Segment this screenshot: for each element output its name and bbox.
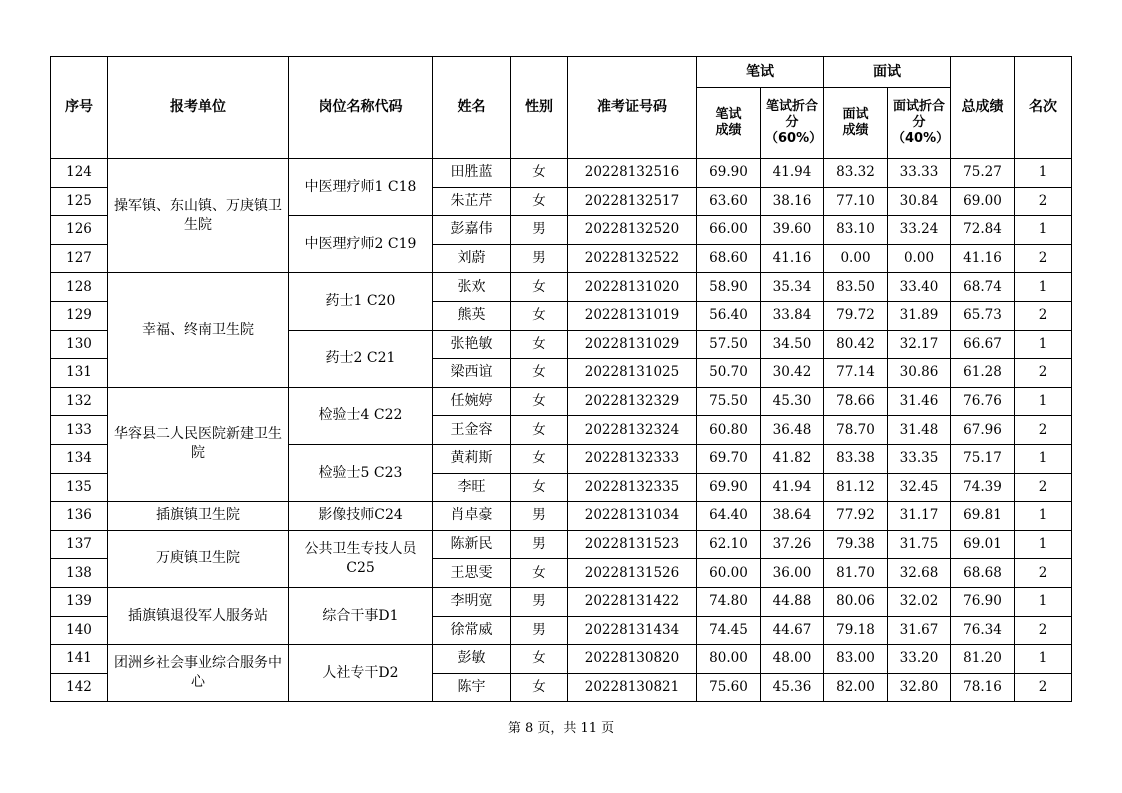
candidate-name: 张欢 [433,273,511,302]
interview-weighted: 32.17 [888,330,951,359]
table-body [51,159,1072,702]
position-text: 中医理疗师1 C18 [304,178,417,195]
rank: 2 [1015,187,1072,216]
candidate-name: 黄莉斯 [433,444,511,473]
candidate-name: 彭敏 [433,645,511,674]
candidate-gender: 女 [511,273,568,302]
total-score: 66.67 [951,330,1015,359]
row-seq: 135 [51,473,108,502]
exam-number: 20228132324 [568,416,697,445]
rank: 2 [1015,559,1072,588]
written-score: 56.40 [697,301,761,330]
written-score: 69.90 [697,159,761,188]
candidate-gender: 女 [511,359,568,388]
exam-number: 20228132522 [568,244,697,273]
table-row [51,159,1072,188]
exam-number: 20228132516 [568,159,697,188]
exam-number: 20228131020 [568,273,697,302]
header-interview-group: 面试 [824,57,951,88]
unit-text: 操军镇、东山镇、万庚镇卫生院 [114,197,282,233]
rank: 2 [1015,673,1072,702]
candidate-name: 朱芷芹 [433,187,511,216]
rank: 1 [1015,502,1072,531]
written-score: 62.10 [697,530,761,559]
interview-score: 78.70 [824,416,888,445]
position-text: 药士1 C20 [325,292,396,309]
exam-number: 20228132329 [568,387,697,416]
row-seq: 124 [51,159,108,188]
table-row [51,530,1072,559]
candidate-gender: 女 [511,645,568,674]
exam-number: 20228131434 [568,616,697,645]
rank: 1 [1015,587,1072,616]
interview-weighted: 31.48 [888,416,951,445]
interview-weighted: 31.46 [888,387,951,416]
header-interview-score-text: 面试成绩 [842,107,869,138]
header-gender: 性别 [511,57,568,159]
written-weighted: 44.88 [761,587,824,616]
header-name: 姓名 [433,57,511,159]
header-written-score-text: 笔试成绩 [715,107,742,138]
total-score: 69.81 [951,502,1015,531]
total-score: 69.00 [951,187,1015,216]
total-score: 76.34 [951,616,1015,645]
candidate-name: 王金容 [433,416,511,445]
header-exam-no: 准考证号码 [568,57,697,159]
written-score: 69.70 [697,444,761,473]
position-text: 中医理疗师2 C19 [304,235,417,252]
exam-number: 20228131019 [568,301,697,330]
row-seq: 134 [51,444,108,473]
position-cell [289,330,433,387]
written-weighted: 41.82 [761,444,824,473]
candidate-gender: 女 [511,673,568,702]
header-interview-score [824,88,888,159]
row-seq: 130 [51,330,108,359]
candidate-name: 李明宽 [433,587,511,616]
table-row [51,387,1072,416]
candidate-name: 徐常威 [433,616,511,645]
header-total: 总成绩 [951,57,1015,159]
written-weighted: 37.26 [761,530,824,559]
exam-number: 20228132517 [568,187,697,216]
written-score: 63.60 [697,187,761,216]
candidate-gender: 女 [511,559,568,588]
candidate-name: 肖卓豪 [433,502,511,531]
row-seq: 142 [51,673,108,702]
unit-cell [108,587,289,644]
total-score: 75.17 [951,444,1015,473]
candidate-gender: 女 [511,330,568,359]
written-weighted: 36.00 [761,559,824,588]
position-cell [289,444,433,501]
unit-text: 团洲乡社会事业综合服务中心 [114,655,282,691]
written-score: 57.50 [697,330,761,359]
header-unit: 报考单位 [108,57,289,159]
header-written-group: 笔试 [697,57,824,88]
total-score: 78.16 [951,673,1015,702]
row-seq: 137 [51,530,108,559]
exam-number: 20228132333 [568,444,697,473]
row-seq: 126 [51,216,108,245]
unit-text: 插旗镇退役军人服务站 [128,607,268,624]
written-score: 74.80 [697,587,761,616]
interview-weighted: 32.68 [888,559,951,588]
written-weighted: 41.16 [761,244,824,273]
page-footer: 第 8 页，共 11 页 [507,721,615,736]
interview-score: 83.10 [824,216,888,245]
header-written-score [697,88,761,159]
interview-weighted: 30.84 [888,187,951,216]
written-score: 64.40 [697,502,761,531]
total-score: 76.90 [951,587,1015,616]
candidate-name: 熊英 [433,301,511,330]
interview-score: 79.18 [824,616,888,645]
written-score: 74.45 [697,616,761,645]
interview-weighted: 31.67 [888,616,951,645]
position-text: 人社专干D2 [322,664,399,681]
rank: 1 [1015,273,1072,302]
position-text: 检验士4 C22 [318,407,403,424]
unit-cell [108,502,289,531]
unit-cell [108,530,289,587]
candidate-name: 李旺 [433,473,511,502]
unit-text: 万庾镇卫生院 [156,550,240,567]
interview-score: 83.38 [824,444,888,473]
unit-cell [108,645,289,702]
total-score: 76.76 [951,387,1015,416]
interview-weighted: 32.02 [888,587,951,616]
rank: 1 [1015,216,1072,245]
candidate-name: 王思雯 [433,559,511,588]
written-weighted: 38.16 [761,187,824,216]
interview-weighted: 33.20 [888,645,951,674]
candidate-name: 任婉婷 [433,387,511,416]
interview-weighted: 31.89 [888,301,951,330]
candidate-gender: 女 [511,159,568,188]
exam-number: 20228132335 [568,473,697,502]
score-table [50,56,1072,702]
rank: 2 [1015,473,1072,502]
written-weighted: 30.42 [761,359,824,388]
row-seq: 132 [51,387,108,416]
row-seq: 131 [51,359,108,388]
row-seq: 138 [51,559,108,588]
exam-number: 20228131526 [568,559,697,588]
written-weighted: 38.64 [761,502,824,531]
total-score: 74.39 [951,473,1015,502]
written-weighted: 35.34 [761,273,824,302]
candidate-gender: 男 [511,502,568,531]
interview-weighted: 31.17 [888,502,951,531]
interview-weighted: 30.86 [888,359,951,388]
rank: 1 [1015,330,1072,359]
total-score: 75.27 [951,159,1015,188]
rank: 1 [1015,530,1072,559]
rank: 1 [1015,444,1072,473]
header-rank: 名次 [1015,57,1072,159]
row-seq: 140 [51,616,108,645]
candidate-gender: 女 [511,187,568,216]
table-row [51,502,1072,531]
rank: 2 [1015,616,1072,645]
written-score: 60.80 [697,416,761,445]
interview-weighted: 0.00 [888,244,951,273]
candidate-gender: 女 [511,301,568,330]
candidate-gender: 男 [511,587,568,616]
interview-weighted: 32.45 [888,473,951,502]
written-weighted: 34.50 [761,330,824,359]
position-cell [289,216,433,273]
position-cell [289,530,433,587]
row-seq: 127 [51,244,108,273]
written-score: 68.60 [697,244,761,273]
rank: 2 [1015,244,1072,273]
rank: 1 [1015,645,1072,674]
written-score: 58.90 [697,273,761,302]
row-seq: 125 [51,187,108,216]
total-score: 65.73 [951,301,1015,330]
candidate-name: 张艳敏 [433,330,511,359]
candidate-gender: 男 [511,244,568,273]
row-seq: 139 [51,587,108,616]
interview-score: 79.38 [824,530,888,559]
position-text: 检验士5 C23 [318,464,403,481]
rank: 2 [1015,416,1072,445]
written-score: 66.00 [697,216,761,245]
written-weighted: 41.94 [761,473,824,502]
interview-score: 80.42 [824,330,888,359]
position-cell [289,387,433,444]
written-score: 75.50 [697,387,761,416]
header-seq: 序号 [51,57,108,159]
written-score: 50.70 [697,359,761,388]
exam-number: 20228131523 [568,530,697,559]
total-score: 68.68 [951,559,1015,588]
exam-number: 20228130821 [568,673,697,702]
interview-weighted: 33.35 [888,444,951,473]
candidate-name: 彭嘉伟 [433,216,511,245]
interview-score: 80.06 [824,587,888,616]
table-row [51,645,1072,674]
interview-weighted: 33.24 [888,216,951,245]
interview-score: 78.66 [824,387,888,416]
rank: 1 [1015,387,1072,416]
candidate-name: 田胜蓝 [433,159,511,188]
candidate-name: 陈新民 [433,530,511,559]
position-cell [289,502,433,531]
total-score: 68.74 [951,273,1015,302]
total-score: 41.16 [951,244,1015,273]
unit-text: 插旗镇卫生院 [156,507,240,524]
interview-score: 77.10 [824,187,888,216]
written-score: 69.90 [697,473,761,502]
rank: 2 [1015,359,1072,388]
unit-text: 幸福、终南卫生院 [142,321,254,338]
exam-number: 20228131025 [568,359,697,388]
position-cell [289,273,433,330]
position-cell [289,587,433,644]
position-text: 公共卫生专技人员C25 [304,540,417,576]
row-seq: 128 [51,273,108,302]
position-text: 药士2 C21 [325,350,396,367]
total-score: 72.84 [951,216,1015,245]
written-score: 60.00 [697,559,761,588]
candidate-gender: 女 [511,473,568,502]
written-weighted: 41.94 [761,159,824,188]
interview-score: 79.72 [824,301,888,330]
interview-score: 83.50 [824,273,888,302]
position-cell [289,645,433,702]
written-weighted: 45.30 [761,387,824,416]
interview-score: 77.14 [824,359,888,388]
candidate-gender: 女 [511,444,568,473]
interview-score: 82.00 [824,673,888,702]
candidate-gender: 女 [511,416,568,445]
interview-weighted: 32.80 [888,673,951,702]
written-weighted: 33.84 [761,301,824,330]
interview-score: 83.32 [824,159,888,188]
written-weighted: 45.36 [761,673,824,702]
position-cell [289,159,433,216]
interview-weighted: 33.33 [888,159,951,188]
rank: 1 [1015,159,1072,188]
interview-weighted: 33.40 [888,273,951,302]
table-header [51,57,1072,159]
interview-score: 77.92 [824,502,888,531]
position-text: 影像技师C24 [318,507,403,524]
candidate-name: 刘蔚 [433,244,511,273]
interview-score: 83.00 [824,645,888,674]
header-written-weighted [761,88,824,159]
table-row [51,587,1072,616]
candidate-gender: 男 [511,530,568,559]
written-score: 80.00 [697,645,761,674]
unit-cell [108,387,289,501]
exam-number: 20228131029 [568,330,697,359]
total-score: 67.96 [951,416,1015,445]
candidate-name: 梁西谊 [433,359,511,388]
written-weighted: 36.48 [761,416,824,445]
exam-number: 20228131034 [568,502,697,531]
total-score: 81.20 [951,645,1015,674]
unit-cell [108,159,289,273]
row-seq: 136 [51,502,108,531]
exam-number: 20228131422 [568,587,697,616]
total-score: 69.01 [951,530,1015,559]
total-score: 61.28 [951,359,1015,388]
candidate-gender: 男 [511,616,568,645]
row-seq: 141 [51,645,108,674]
written-weighted: 48.00 [761,645,824,674]
interview-score: 81.70 [824,559,888,588]
written-weighted: 39.60 [761,216,824,245]
row-seq: 133 [51,416,108,445]
rank: 2 [1015,301,1072,330]
exam-number: 20228130820 [568,645,697,674]
written-score: 75.60 [697,673,761,702]
candidate-gender: 女 [511,387,568,416]
unit-text: 华容县二人民医院新建卫生院 [114,426,282,462]
table-row [51,273,1072,302]
candidate-name: 陈宇 [433,673,511,702]
header-interview-weighted-text: 面试折合分（40%） [892,99,950,146]
candidate-gender: 男 [511,216,568,245]
header-interview-weighted [888,88,951,159]
interview-weighted: 31.75 [888,530,951,559]
interview-score: 81.12 [824,473,888,502]
header-position: 岗位名称代码 [289,57,433,159]
header-written-weighted-text: 笔试折合分（60%） [765,99,823,146]
row-seq: 129 [51,301,108,330]
written-weighted: 44.67 [761,616,824,645]
position-text: 综合干事D1 [322,607,399,624]
interview-score: 0.00 [824,244,888,273]
unit-cell [108,273,289,387]
exam-number: 20228132520 [568,216,697,245]
